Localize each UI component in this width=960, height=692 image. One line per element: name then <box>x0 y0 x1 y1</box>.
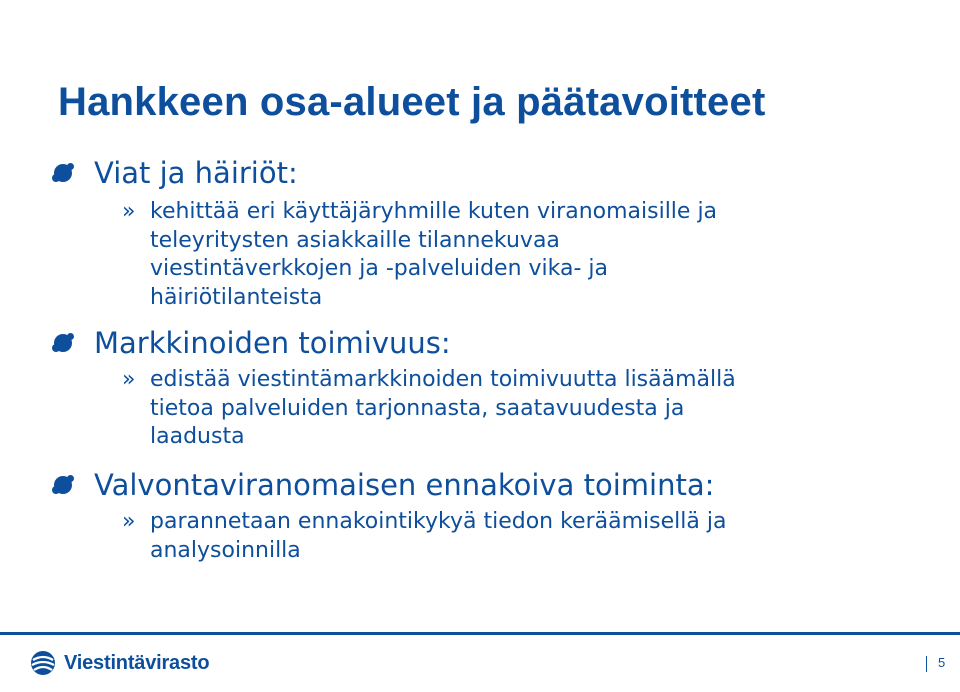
section-heading: Valvontaviranomaisen ennakoiva toiminta: <box>94 468 715 502</box>
sub-bullet-marker: » <box>122 367 136 392</box>
sub-bullet-text: parannetaan ennakointikykyä tiedon keräämisellä ja analysoinnilla <box>150 509 727 563</box>
page-number-separator <box>926 656 927 672</box>
sub-bullet <box>122 198 934 312</box>
page-number: 5 <box>938 655 946 670</box>
sub-bullet-marker: » <box>122 509 136 534</box>
section-proactive <box>54 468 934 565</box>
slide-title: Hankkeen osa-alueet ja päätavoitteet <box>58 80 766 124</box>
sub-bullet <box>122 508 934 565</box>
section-heading-row <box>54 468 934 504</box>
section-heading: Markkinoiden toimivuus: <box>94 326 451 360</box>
section-heading-row <box>54 326 934 362</box>
splash-bullet-icon <box>54 476 72 494</box>
splash-bullet-icon <box>54 334 72 352</box>
sub-bullet <box>122 366 934 452</box>
section-market <box>54 326 934 452</box>
sub-bullet-marker: » <box>122 199 136 224</box>
section-heading: Viat ja häiriöt: <box>94 156 298 190</box>
section-heading-row <box>54 156 934 192</box>
sub-bullet-text: kehittää eri käyttäjäryhmille kuten viranomaisille ja teleyritysten asiakkaille tilannekuvaa viestintäverkkojen ja -palveluiden vika- ja häiriötilanteista <box>150 199 718 310</box>
logo-wordmark: Viestintävirasto <box>64 651 210 674</box>
section-faults <box>54 156 934 312</box>
footer-divider <box>0 632 960 635</box>
splash-bullet-icon <box>54 164 72 182</box>
globe-logo-icon <box>30 650 56 676</box>
sub-bullet-text: edistää viestintämarkkinoiden toimivuutta lisäämällä tietoa palveluiden tarjonnasta, saatavuudesta ja laadusta <box>150 367 736 449</box>
footer-logo <box>30 648 209 678</box>
